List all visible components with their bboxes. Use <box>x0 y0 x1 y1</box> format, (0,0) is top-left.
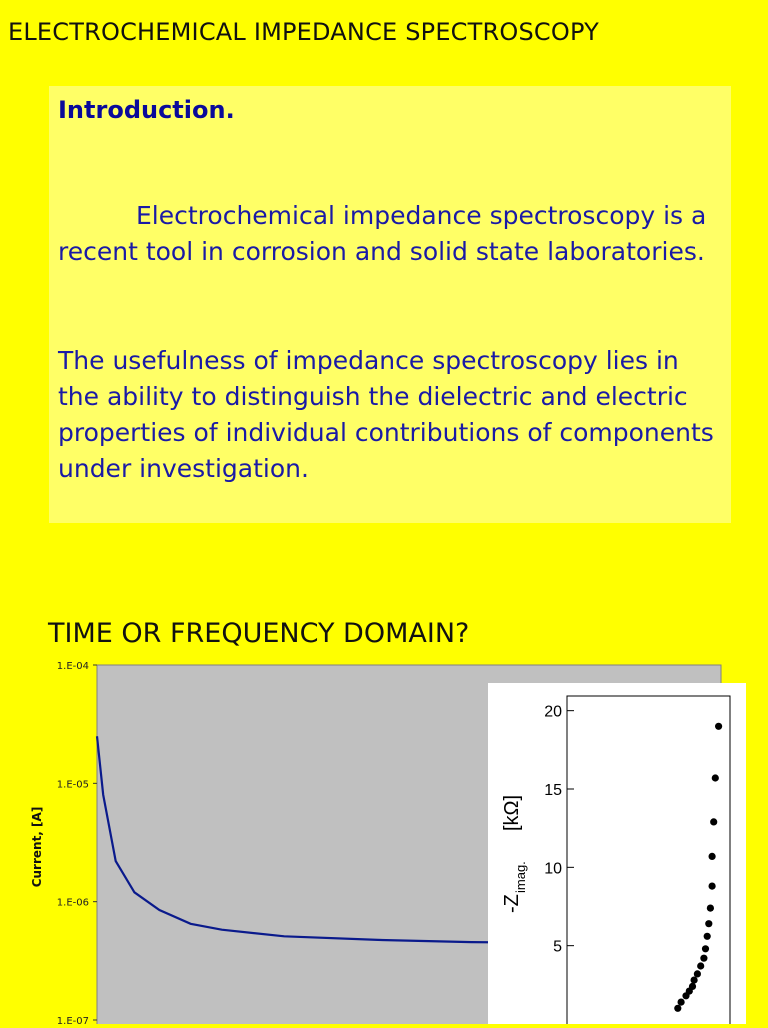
data-point <box>674 1005 681 1012</box>
data-point <box>705 920 712 927</box>
data-point <box>691 977 698 984</box>
section-subtitle: TIME OR FREQUENCY DOMAIN? <box>48 618 470 649</box>
slide-title: ELECTROCHEMICAL IMPEDANCE SPECTROSCOPY <box>8 18 599 46</box>
data-point <box>710 818 717 825</box>
y-tick-label: 10 <box>544 860 562 878</box>
data-point <box>694 970 701 977</box>
intro-paragraph-1-text: Electrochemical impedance spectroscopy is a recent tool in corrosion and solid state laboratories. <box>58 201 707 266</box>
y-tick-label: 1.E-06 <box>56 897 89 909</box>
y-tick-label: 5 <box>553 938 562 956</box>
data-point <box>700 955 707 962</box>
data-point <box>712 774 719 781</box>
y-tick-label: 20 <box>544 703 562 721</box>
y-tick-label: 15 <box>544 782 562 799</box>
data-point <box>709 853 716 860</box>
y-axis-label: -Z <box>501 894 523 913</box>
data-point <box>704 933 711 940</box>
data-point <box>707 905 714 912</box>
y-axis-unit: [kΩ] <box>501 794 523 831</box>
y-tick-label: 1.E-04 <box>56 661 89 672</box>
y-axis-label-subscript: imag. <box>513 861 528 893</box>
impedance-chart <box>488 683 746 1024</box>
data-point <box>682 992 689 999</box>
data-point <box>678 999 685 1006</box>
data-point <box>709 883 716 890</box>
intro-paragraph-1 <box>58 198 723 270</box>
intro-paragraph-2: The usefulness of impedance spectroscopy lies in the ability to distinguish the dielectric and electric properties of individual contributions of components under investigation. <box>58 346 714 483</box>
plot-frame <box>567 696 730 1024</box>
data-point <box>715 723 722 730</box>
intro-heading: Introduction. <box>58 96 235 124</box>
y-tick-label: 1.E-07 <box>56 1016 89 1024</box>
introduction-box <box>49 86 731 523</box>
y-axis-label-group <box>501 795 528 913</box>
data-point <box>702 945 709 952</box>
nyquist-chart-panel <box>488 683 746 1024</box>
y-tick-label: 1.E-05 <box>56 779 89 791</box>
data-point <box>697 962 704 969</box>
y-axis-label: Current, [A] <box>30 806 44 888</box>
